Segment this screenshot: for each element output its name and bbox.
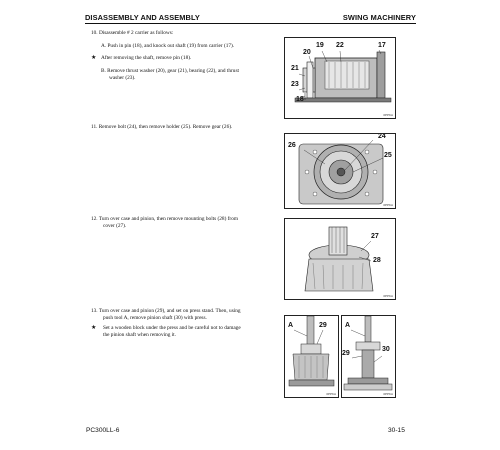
figure-cover-bolts: [284, 218, 396, 300]
step-13-line2: push tool A, remove pinion shaft (30) with press.: [103, 315, 207, 321]
step-13-note1: Set a wooden block under the press and be careful not to damage: [103, 325, 241, 331]
chapter-title: SWING MACHINERY: [342, 13, 416, 22]
step-10-note: After removing the shaft, remove pin (18).: [101, 55, 192, 61]
callout-a: A: [288, 322, 294, 329]
callout-19: 19: [316, 42, 324, 49]
figure-carrier-disassembly: [284, 37, 396, 119]
figure-code: 0PPKA: [383, 203, 393, 207]
callout-30: 30: [382, 346, 390, 353]
figure-code: 0PPKA: [383, 113, 393, 117]
callout-29: 29: [319, 322, 327, 329]
section-title: DISASSEMBLY AND ASSEMBLY: [85, 13, 200, 22]
callout-22: 22: [336, 42, 344, 49]
callout-18: 18: [296, 96, 304, 103]
callout-26: 26: [288, 142, 296, 149]
callout-25: 25: [384, 152, 392, 159]
page-number: 30-15: [388, 427, 405, 434]
figure-holder-removal: [284, 133, 396, 209]
callout-21: 21: [291, 65, 299, 72]
callout-27: 27: [371, 233, 379, 240]
step-10-title: 10. Disassemble # 2 carrier as follows:: [91, 30, 174, 36]
figure-press-stand: [284, 315, 339, 398]
callout-a: A: [345, 322, 351, 329]
step-11-line1: 11. Remove bolt (24), then remove holder (25). Remove gear (26).: [91, 124, 233, 130]
star-icon: ★: [91, 54, 97, 61]
figure-code: 0PPKA: [383, 294, 393, 298]
step-12-line2: cover (27).: [103, 223, 127, 229]
step-13-line1: 13. Turn over case and pinion (29), and set on press stand. Then, using: [91, 308, 241, 314]
callout-28: 28: [373, 257, 381, 264]
figure-code: 0PPKA: [326, 392, 336, 396]
callout-23: 23: [291, 81, 299, 88]
step-13-note2: the pinion shaft when removing it.: [103, 332, 176, 338]
step-10-b2: washer (23).: [109, 75, 136, 81]
figure-code: 0PPKA: [383, 392, 393, 396]
model-number: PC300LL-6: [86, 427, 120, 434]
callout-20: 20: [303, 49, 311, 56]
figure-pinion-shaft-press: [341, 315, 396, 398]
callout-17: 17: [378, 42, 386, 49]
step-12-line1: 12. Turn over case and pinion, then remove mounting bolts (28) from: [91, 216, 238, 222]
callout-29: 29: [342, 350, 350, 357]
header-rule: [85, 23, 416, 24]
step-10-a: A. Push in pin (18), and knock out shaft (19) from carrier (17).: [101, 43, 235, 49]
star-icon: ★: [91, 324, 97, 331]
callout-24: 24: [378, 133, 386, 140]
step-10-b1: B. Remove thrust washer (20), gear (21), bearing (22), and thrust: [101, 68, 239, 74]
